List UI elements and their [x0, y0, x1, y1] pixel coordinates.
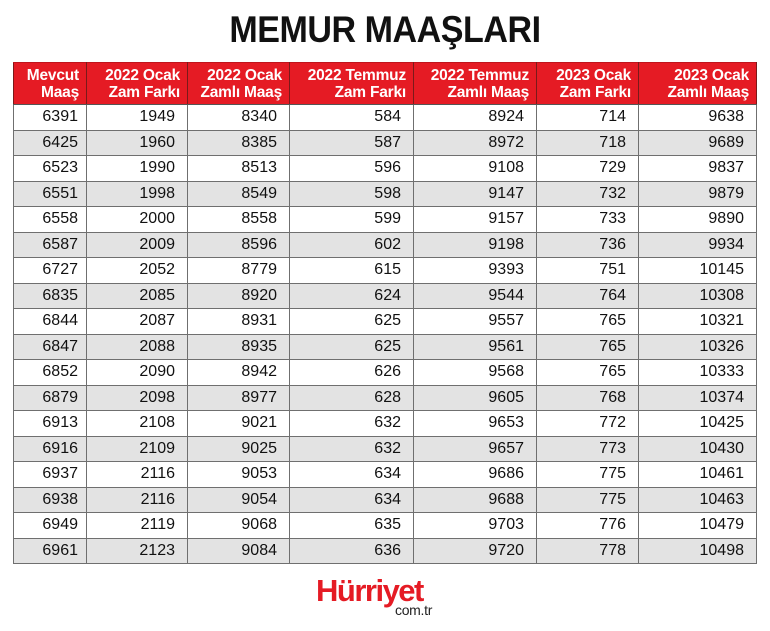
table-cell: 714 [537, 105, 639, 131]
table-row [14, 283, 757, 309]
salary-table [13, 62, 757, 564]
table-cell: 8924 [414, 105, 537, 131]
table-cell: 1998 [87, 181, 188, 207]
table-cell: 9638 [639, 105, 757, 131]
table-cell: 10326 [639, 334, 757, 360]
column-header-line2: Maaş [41, 83, 79, 101]
table-row [14, 207, 757, 233]
table-cell: 8340 [188, 105, 290, 131]
table-body [14, 105, 757, 564]
column-header [87, 63, 188, 105]
table-cell: 9084 [188, 538, 290, 564]
column-header-line1: 2022 Ocak [207, 66, 282, 84]
table-cell: 6913 [14, 411, 87, 437]
table-cell: 6847 [14, 334, 87, 360]
table-cell: 2087 [87, 309, 188, 335]
table-cell: 9720 [414, 538, 537, 564]
column-header [639, 63, 757, 105]
table-cell: 9879 [639, 181, 757, 207]
table-cell: 773 [537, 436, 639, 462]
column-header [414, 63, 537, 105]
table-cell: 9557 [414, 309, 537, 335]
table-cell: 9653 [414, 411, 537, 437]
table-cell: 778 [537, 538, 639, 564]
table-cell: 2108 [87, 411, 188, 437]
table-cell: 751 [537, 258, 639, 284]
table-cell: 2119 [87, 513, 188, 539]
table-cell: 9688 [414, 487, 537, 513]
column-header-line1: 2022 Ocak [105, 66, 180, 84]
table-row [14, 487, 757, 513]
table-cell: 2052 [87, 258, 188, 284]
table-cell: 2009 [87, 232, 188, 258]
table-cell: 9393 [414, 258, 537, 284]
table-cell: 768 [537, 385, 639, 411]
table-cell: 2000 [87, 207, 188, 233]
column-header-line1: Mevcut [26, 66, 79, 84]
column-header-line1: 2022 Temmuz [430, 66, 529, 84]
table-cell: 6961 [14, 538, 87, 564]
column-header-line2: Zam Farkı [108, 83, 180, 101]
table-cell: 9568 [414, 360, 537, 386]
table-row [14, 411, 757, 437]
table-cell: 8935 [188, 334, 290, 360]
table-cell: 765 [537, 309, 639, 335]
table-row [14, 105, 757, 131]
table-row [14, 462, 757, 488]
table-cell: 9198 [414, 232, 537, 258]
table-cell: 6916 [14, 436, 87, 462]
table-cell: 10498 [639, 538, 757, 564]
table-cell: 9703 [414, 513, 537, 539]
column-header [537, 63, 639, 105]
table-cell: 765 [537, 360, 639, 386]
table-cell: 9890 [639, 207, 757, 233]
table-cell: 6425 [14, 130, 87, 156]
column-header-line1: 2023 Ocak [674, 66, 749, 84]
table-cell: 10479 [639, 513, 757, 539]
table-cell: 625 [290, 309, 414, 335]
column-header [290, 63, 414, 105]
table-cell: 772 [537, 411, 639, 437]
table-cell: 10333 [639, 360, 757, 386]
table-cell: 6835 [14, 283, 87, 309]
table-cell: 765 [537, 334, 639, 360]
table-cell: 636 [290, 538, 414, 564]
table-cell: 2098 [87, 385, 188, 411]
table-cell: 2123 [87, 538, 188, 564]
table-cell: 596 [290, 156, 414, 182]
table-cell: 1990 [87, 156, 188, 182]
table-cell: 2088 [87, 334, 188, 360]
table-cell: 10461 [639, 462, 757, 488]
table-cell: 775 [537, 462, 639, 488]
table-cell: 9605 [414, 385, 537, 411]
table-cell: 8972 [414, 130, 537, 156]
table-cell: 6727 [14, 258, 87, 284]
table-cell: 599 [290, 207, 414, 233]
table-cell: 8779 [188, 258, 290, 284]
table-cell: 9544 [414, 283, 537, 309]
table-cell: 10374 [639, 385, 757, 411]
table-row [14, 258, 757, 284]
table-row [14, 538, 757, 564]
table-cell: 8931 [188, 309, 290, 335]
table-cell: 2085 [87, 283, 188, 309]
table-row [14, 513, 757, 539]
column-header [188, 63, 290, 105]
table-cell: 9657 [414, 436, 537, 462]
table-cell: 9053 [188, 462, 290, 488]
table-cell: 775 [537, 487, 639, 513]
brand-name: Hürriyet [316, 573, 423, 608]
table-cell: 10430 [639, 436, 757, 462]
table-cell: 733 [537, 207, 639, 233]
table-cell: 6938 [14, 487, 87, 513]
table-cell: 8549 [188, 181, 290, 207]
table-cell: 2116 [87, 462, 188, 488]
table-cell: 6949 [14, 513, 87, 539]
table-cell: 1949 [87, 105, 188, 131]
table-cell: 732 [537, 181, 639, 207]
table-cell: 9837 [639, 156, 757, 182]
table-cell: 9108 [414, 156, 537, 182]
table-cell: 624 [290, 283, 414, 309]
table-cell: 6844 [14, 309, 87, 335]
column-header-line2: Zam Farkı [334, 83, 406, 101]
table-cell: 9025 [188, 436, 290, 462]
table-cell: 587 [290, 130, 414, 156]
table-cell: 10321 [639, 309, 757, 335]
table-row [14, 181, 757, 207]
table-row [14, 360, 757, 386]
table-cell: 8942 [188, 360, 290, 386]
brand-domain: com.tr [395, 602, 433, 618]
column-header-line2: Zamlı Maaş [667, 83, 749, 101]
table-cell: 9147 [414, 181, 537, 207]
hurriyet-logo [316, 574, 456, 618]
column-header-line2: Zamlı Maaş [200, 83, 282, 101]
table-cell: 8920 [188, 283, 290, 309]
table-cell: 9068 [188, 513, 290, 539]
table-cell: 8596 [188, 232, 290, 258]
table-row [14, 309, 757, 335]
table-cell: 2109 [87, 436, 188, 462]
table-cell: 626 [290, 360, 414, 386]
table-header-row [14, 63, 757, 105]
column-header-line1: 2022 Temmuz [307, 66, 406, 84]
table-cell: 9686 [414, 462, 537, 488]
column-header [14, 63, 87, 105]
table-cell: 6558 [14, 207, 87, 233]
table-row [14, 385, 757, 411]
table-cell: 584 [290, 105, 414, 131]
table-cell: 6523 [14, 156, 87, 182]
table-cell: 9157 [414, 207, 537, 233]
table-cell: 10145 [639, 258, 757, 284]
table-cell: 736 [537, 232, 639, 258]
table-cell: 1960 [87, 130, 188, 156]
table-cell: 9689 [639, 130, 757, 156]
table-cell: 8558 [188, 207, 290, 233]
column-header-line1: 2023 Ocak [556, 66, 631, 84]
table-cell: 6852 [14, 360, 87, 386]
page-title: MEMUR MAAŞLARI [229, 9, 541, 50]
table-cell: 6937 [14, 462, 87, 488]
table-cell: 729 [537, 156, 639, 182]
table-cell: 6587 [14, 232, 87, 258]
table-row [14, 156, 757, 182]
table-cell: 9934 [639, 232, 757, 258]
table-cell: 628 [290, 385, 414, 411]
table-cell: 6551 [14, 181, 87, 207]
table-cell: 615 [290, 258, 414, 284]
table-cell: 2116 [87, 487, 188, 513]
table-cell: 10308 [639, 283, 757, 309]
table-cell: 2090 [87, 360, 188, 386]
table-cell: 10463 [639, 487, 757, 513]
table-row [14, 130, 757, 156]
table-cell: 9561 [414, 334, 537, 360]
table-cell: 9021 [188, 411, 290, 437]
column-header-line2: Zam Farkı [559, 83, 631, 101]
table-cell: 8385 [188, 130, 290, 156]
table-cell: 635 [290, 513, 414, 539]
table-cell: 625 [290, 334, 414, 360]
table-cell: 718 [537, 130, 639, 156]
table-cell: 6879 [14, 385, 87, 411]
column-header-line2: Zamlı Maaş [447, 83, 529, 101]
table-cell: 634 [290, 462, 414, 488]
table-cell: 8513 [188, 156, 290, 182]
table-cell: 632 [290, 411, 414, 437]
table-cell: 632 [290, 436, 414, 462]
table-cell: 6391 [14, 105, 87, 131]
table-row [14, 232, 757, 258]
table-cell: 9054 [188, 487, 290, 513]
table-row [14, 436, 757, 462]
table-cell: 776 [537, 513, 639, 539]
table-row [14, 334, 757, 360]
table-cell: 634 [290, 487, 414, 513]
table-cell: 764 [537, 283, 639, 309]
table-cell: 598 [290, 181, 414, 207]
table-cell: 10425 [639, 411, 757, 437]
table-cell: 602 [290, 232, 414, 258]
table-cell: 8977 [188, 385, 290, 411]
